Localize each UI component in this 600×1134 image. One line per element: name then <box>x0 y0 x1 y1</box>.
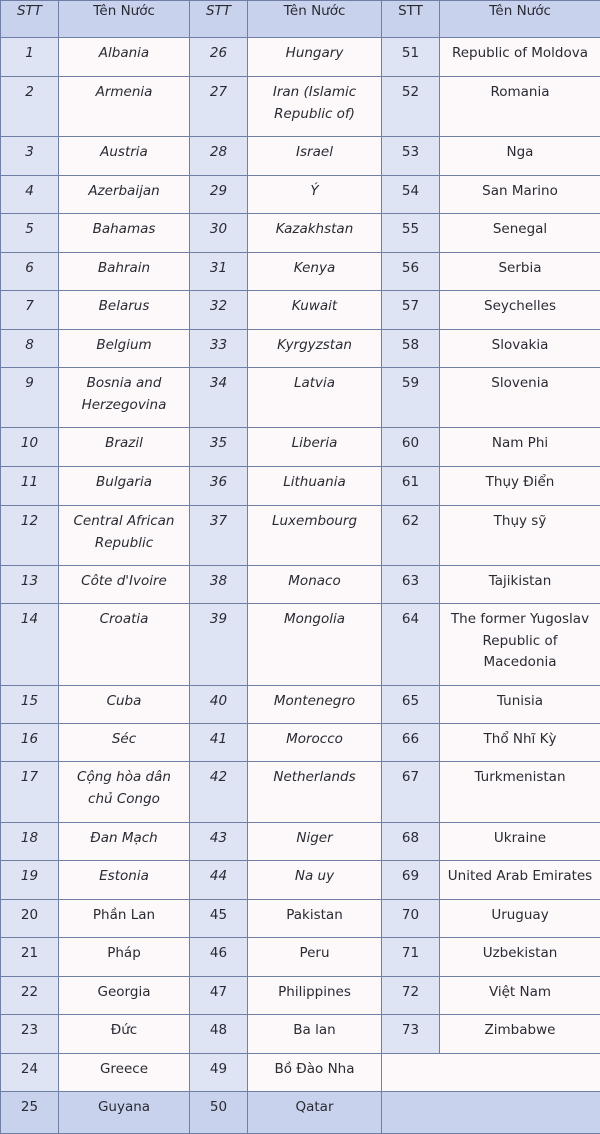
table-row <box>1 368 600 428</box>
country-cell: Kenya <box>248 253 382 291</box>
country-cell: Phần Lan <box>59 900 190 938</box>
country-cell: Central African Republic <box>59 506 190 566</box>
stt-cell: 45 <box>190 900 248 938</box>
stt-cell: 63 <box>382 566 440 604</box>
stt-cell: 20 <box>1 900 59 938</box>
country-cell: Uruguay <box>440 900 600 938</box>
header-stt-2: STT <box>190 1 248 38</box>
country-cell: Tajikistan <box>440 566 600 604</box>
table-row <box>1 506 600 566</box>
table-row <box>1 137 600 176</box>
stt-cell: 57 <box>382 291 440 330</box>
stt-cell: 66 <box>382 724 440 762</box>
country-cell: Ba lan <box>248 1015 382 1054</box>
country-cell: Latvia <box>248 368 382 428</box>
stt-cell: 30 <box>190 214 248 253</box>
country-cell: Croatia <box>59 604 190 686</box>
stt-cell: 64 <box>382 604 440 686</box>
stt-cell: 16 <box>1 724 59 762</box>
country-cell: Liberia <box>248 428 382 467</box>
country-cell: Tunisia <box>440 686 600 724</box>
country-cell: Belgium <box>59 330 190 368</box>
stt-cell: 71 <box>382 938 440 977</box>
country-cell: Greece <box>59 1054 190 1092</box>
country-cell: Đức <box>59 1015 190 1054</box>
stt-cell: 40 <box>190 686 248 724</box>
table-row <box>1 604 600 686</box>
country-cell: Armenia <box>59 77 190 137</box>
stt-cell: 4 <box>1 176 59 214</box>
stt-cell: 21 <box>1 938 59 977</box>
stt-cell: 25 <box>1 1092 59 1134</box>
stt-cell: 8 <box>1 330 59 368</box>
country-cell: Morocco <box>248 724 382 762</box>
table-row <box>1 214 600 253</box>
stt-cell: 18 <box>1 823 59 861</box>
header-stt-1: STT <box>1 1 59 38</box>
table-row <box>1 861 600 900</box>
stt-cell: 67 <box>382 762 440 823</box>
country-cell: Séc <box>59 724 190 762</box>
country-cell: Israel <box>248 137 382 176</box>
country-cell: Albania <box>59 38 190 77</box>
table-row <box>1 762 600 823</box>
country-cell: Romania <box>440 77 600 137</box>
stt-cell: 7 <box>1 291 59 330</box>
country-cell: Côte d'Ivoire <box>59 566 190 604</box>
header-row <box>1 1 600 38</box>
stt-cell: 70 <box>382 900 440 938</box>
country-cell: Bosnia and Herzegovina <box>59 368 190 428</box>
country-cell: Pháp <box>59 938 190 977</box>
country-cell: Thụy sỹ <box>440 506 600 566</box>
country-cell: Peru <box>248 938 382 977</box>
country-cell: Luxembourg <box>248 506 382 566</box>
country-cell: Ukraine <box>440 823 600 861</box>
stt-cell: 29 <box>190 176 248 214</box>
country-cell: Guyana <box>59 1092 190 1134</box>
country-cell: Mongolia <box>248 604 382 686</box>
table-row <box>1 900 600 938</box>
stt-cell: 61 <box>382 467 440 506</box>
table-row <box>1 938 600 977</box>
country-cell: Nga <box>440 137 600 176</box>
country-cell: Georgia <box>59 977 190 1015</box>
stt-cell: 41 <box>190 724 248 762</box>
header-country-1: Tên Nước <box>59 1 190 38</box>
country-cell: Philippines <box>248 977 382 1015</box>
country-cell: Kuwait <box>248 291 382 330</box>
stt-cell: 13 <box>1 566 59 604</box>
country-cell: Zimbabwe <box>440 1015 600 1054</box>
country-cell: Iran (Islamic Republic of) <box>248 77 382 137</box>
country-cell: Netherlands <box>248 762 382 823</box>
stt-cell: 42 <box>190 762 248 823</box>
table-row <box>1 1092 600 1134</box>
country-cell: Hungary <box>248 38 382 77</box>
stt-cell: 65 <box>382 686 440 724</box>
stt-cell: 3 <box>1 137 59 176</box>
stt-cell: 73 <box>382 1015 440 1054</box>
header-stt-3: STT <box>382 1 440 38</box>
country-cell: Pakistan <box>248 900 382 938</box>
empty-cell <box>382 1054 600 1092</box>
stt-cell: 38 <box>190 566 248 604</box>
stt-cell: 43 <box>190 823 248 861</box>
stt-cell: 35 <box>190 428 248 467</box>
country-cell: Bulgaria <box>59 467 190 506</box>
stt-cell: 69 <box>382 861 440 900</box>
stt-cell: 17 <box>1 762 59 823</box>
country-cell: Việt Nam <box>440 977 600 1015</box>
country-cell: Senegal <box>440 214 600 253</box>
table-row <box>1 724 600 762</box>
stt-cell: 44 <box>190 861 248 900</box>
stt-cell: 72 <box>382 977 440 1015</box>
empty-cell <box>382 1092 600 1134</box>
stt-cell: 6 <box>1 253 59 291</box>
country-cell: Republic of Moldova <box>440 38 600 77</box>
country-cell: The former Yugoslav Republic of Macedonia <box>440 604 600 686</box>
country-cell: Bồ Đào Nha <box>248 1054 382 1092</box>
table-row <box>1 38 600 77</box>
stt-cell: 48 <box>190 1015 248 1054</box>
stt-cell: 24 <box>1 1054 59 1092</box>
country-cell: United Arab Emirates <box>440 861 600 900</box>
table-row <box>1 977 600 1015</box>
country-cell: Ý <box>248 176 382 214</box>
stt-cell: 56 <box>382 253 440 291</box>
stt-cell: 10 <box>1 428 59 467</box>
country-cell: Nam Phi <box>440 428 600 467</box>
country-cell: San Marino <box>440 176 600 214</box>
country-cell: Belarus <box>59 291 190 330</box>
stt-cell: 60 <box>382 428 440 467</box>
country-cell: Uzbekistan <box>440 938 600 977</box>
table-row <box>1 566 600 604</box>
stt-cell: 12 <box>1 506 59 566</box>
country-cell: Thụy Điển <box>440 467 600 506</box>
country-cell: Kyrgyzstan <box>248 330 382 368</box>
stt-cell: 14 <box>1 604 59 686</box>
stt-cell: 37 <box>190 506 248 566</box>
country-cell: Montenegro <box>248 686 382 724</box>
stt-cell: 59 <box>382 368 440 428</box>
stt-cell: 68 <box>382 823 440 861</box>
stt-cell: 49 <box>190 1054 248 1092</box>
stt-cell: 51 <box>382 38 440 77</box>
header-country-2: Tên Nước <box>248 1 382 38</box>
country-cell: Estonia <box>59 861 190 900</box>
stt-cell: 26 <box>190 38 248 77</box>
country-cell: Austria <box>59 137 190 176</box>
stt-cell: 34 <box>190 368 248 428</box>
country-cell: Seychelles <box>440 291 600 330</box>
country-cell: Monaco <box>248 566 382 604</box>
stt-cell: 46 <box>190 938 248 977</box>
country-cell: Lithuania <box>248 467 382 506</box>
table-row <box>1 686 600 724</box>
table-row <box>1 330 600 368</box>
stt-cell: 5 <box>1 214 59 253</box>
stt-cell: 32 <box>190 291 248 330</box>
stt-cell: 28 <box>190 137 248 176</box>
country-cell: Slovenia <box>440 368 600 428</box>
stt-cell: 2 <box>1 77 59 137</box>
header-country-3: Tên Nước <box>440 1 600 38</box>
country-cell: Đan Mạch <box>59 823 190 861</box>
table-body <box>1 38 600 1134</box>
stt-cell: 15 <box>1 686 59 724</box>
stt-cell: 50 <box>190 1092 248 1134</box>
country-cell: Azerbaijan <box>59 176 190 214</box>
stt-cell: 19 <box>1 861 59 900</box>
country-cell: Cuba <box>59 686 190 724</box>
country-cell: Turkmenistan <box>440 762 600 823</box>
stt-cell: 27 <box>190 77 248 137</box>
stt-cell: 53 <box>382 137 440 176</box>
country-cell: Serbia <box>440 253 600 291</box>
stt-cell: 31 <box>190 253 248 291</box>
country-cell: Thổ Nhĩ Kỳ <box>440 724 600 762</box>
country-cell: Qatar <box>248 1092 382 1134</box>
stt-cell: 1 <box>1 38 59 77</box>
stt-cell: 11 <box>1 467 59 506</box>
stt-cell: 39 <box>190 604 248 686</box>
table-row <box>1 467 600 506</box>
stt-cell: 58 <box>382 330 440 368</box>
table-row <box>1 1054 600 1092</box>
table-row <box>1 253 600 291</box>
stt-cell: 9 <box>1 368 59 428</box>
stt-cell: 52 <box>382 77 440 137</box>
stt-cell: 36 <box>190 467 248 506</box>
country-cell: Na uy <box>248 861 382 900</box>
stt-cell: 62 <box>382 506 440 566</box>
country-cell: Brazil <box>59 428 190 467</box>
country-cell: Niger <box>248 823 382 861</box>
stt-cell: 55 <box>382 214 440 253</box>
stt-cell: 54 <box>382 176 440 214</box>
stt-cell: 47 <box>190 977 248 1015</box>
country-cell: Cộng hòa dân chủ Congo <box>59 762 190 823</box>
table-row <box>1 823 600 861</box>
country-cell: Slovakia <box>440 330 600 368</box>
table-row <box>1 1015 600 1054</box>
table-row <box>1 176 600 214</box>
table-row <box>1 77 600 137</box>
stt-cell: 22 <box>1 977 59 1015</box>
country-cell: Bahamas <box>59 214 190 253</box>
stt-cell: 33 <box>190 330 248 368</box>
table-row <box>1 291 600 330</box>
table-row <box>1 428 600 467</box>
stt-cell: 23 <box>1 1015 59 1054</box>
country-cell: Bahrain <box>59 253 190 291</box>
country-cell: Kazakhstan <box>248 214 382 253</box>
